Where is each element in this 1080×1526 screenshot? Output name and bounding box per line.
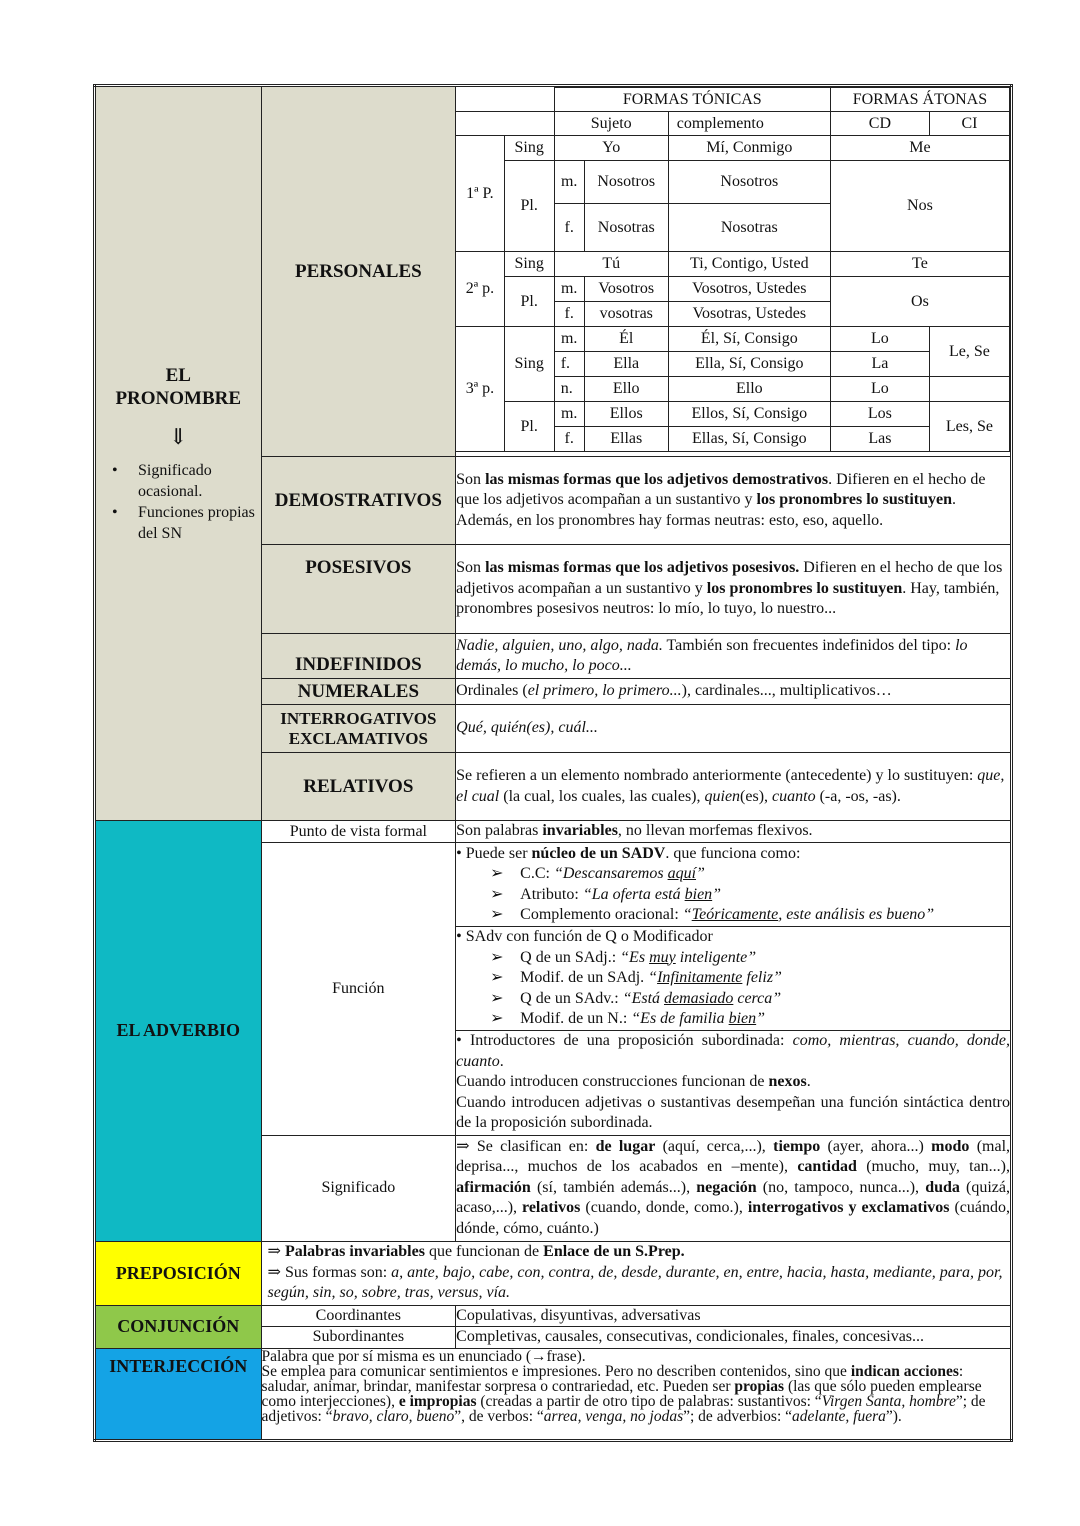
person-3: 3ª p. [456,327,504,452]
cell: Nosotros [584,161,668,204]
list-item: • Significado ocasional. [112,460,261,502]
cell: Ellas [584,427,668,452]
list-item: ➢ Q de un SAdj.: “Es muy inteligente” [490,948,757,966]
interrogativos-label: INTERROGATIVOS EXCLAMATIVOS [261,705,456,753]
subordinantes-text: Completivas, causales, consecutivas, condicionales, finales, concesivas... [456,1327,1012,1349]
preposicion-title: PREPOSICIÓN [115,1262,241,1283]
cell: Lo [830,377,929,402]
header-complemento: complemento [668,112,830,136]
coordinantes-label: Coordinantes [261,1305,456,1327]
list-item: ➢ Modif. de un N.: “Es de familia bien” [490,1010,766,1027]
significado-text: ⇒ Se clasifican en: de lugar (aquí, cerca,...), tiempo (ayer, ahora...) modo (mal, deprisa..., muchos de los acabados en –mente), cantidad (mucho, muy, tan...), afirmación (sí, también además...), negación (no, tampoco, nunca...), duda (quizá, acaso,...), relativos (cuando, donde, como.), interrogativos y exclamativos (cuándo, dónde, cómo, cuánto.) [456,1135,1012,1241]
cell: Yo [554,136,668,161]
cell: Los [830,402,929,427]
cell: Me [830,136,1009,161]
cell: Ti, Contigo, Usted [668,252,830,277]
funcion-label: Función [261,843,456,1136]
demostrativos-text: Son las mismas formas que los adjetivos demostrativos. Difieren en el hecho de que los adjetivos acompañan a un sustantivo y los pronombres lo sustituyen. Además, en los pronombres hay formas neutras: esto, eso, aquello. [456,457,1012,545]
cell: Ello [584,377,668,402]
funcion-block-1: • Puede ser núcleo de un SADV. que funciona como: ➢ C.C: “Descansaremos aquí” ➢ Atributo: “La oferta está bien” ➢ Complemento oracional: “Teóricamente, este análisis es bueno” [456,843,1012,927]
relativos-label: RELATIVOS [261,753,456,821]
funcion-block-2: • SAdv con función de Q o Modificador ➢ Q de un SAdj.: “Es muy inteligente” ➢ Modif. de un SAdj. “Infinitamente feliz” ➢ Q de un SAdv.: “Está demasiado cerca” ➢ Modif. de un N.: “Es de familia bien” [456,927,1012,1031]
pronombre-bullets [96,460,261,544]
header-cd: CD [830,112,929,136]
personales-table-cell [456,86,1012,457]
list-item: ➢ Atributo: “La oferta está bien” [490,885,722,903]
cell: Te [830,252,1009,277]
cell: Ello [668,377,830,402]
cell: Las [830,427,929,452]
cell: m. [554,327,584,352]
posesivos-label: POSESIVOS [261,545,456,634]
personales-label: PERSONALES [261,86,456,457]
cell: f. [554,352,584,377]
cell: Él [584,327,668,352]
cell: Os [830,277,1009,327]
list-item: ➢ C.C: “Descansaremos aquí” [490,865,705,882]
preposicion-text: ⇒ Palabras invariables que funcionan de Enlace de un S.Prep. ⇒ Sus formas son: a, ante, bajo, cabe, con, contra, de, desde, durante, en, entre, hacia, hasta, mediante, para, por, según, sin, so, sobre, tras, versus, vía. [261,1241,1011,1305]
person-2: 2ª p. [456,252,504,327]
sing-label: Sing [504,327,554,402]
cell: f. [554,427,584,452]
cell: Ellas, Sí, Consigo [668,427,830,452]
numerales-text: Ordinales (el primero, lo primero...), cardinales..., multiplicativos… [456,679,1012,705]
pl-label: Pl. [504,402,554,452]
sing-label: Sing [504,136,554,161]
interjeccion-cell [95,1348,262,1440]
coordinantes-text: Copulativas, disyuntivas, adversativas [456,1305,1012,1327]
adverbio-cell [95,821,262,1242]
person-1: 1ª P. [456,136,504,252]
adverbio-title: EL ADVERBIO [116,1020,241,1041]
cell: Lo [830,327,929,352]
cell: n. [554,377,584,402]
cell: Ellos [584,402,668,427]
interrogativos-text: Qué, quién(es), cuál... [456,705,1012,753]
conjuncion-cell [95,1305,262,1348]
grammar-table [93,84,1013,1442]
formal-text: Son palabras invariables, no llevan morfemas flexivos. [456,821,1012,843]
cell: Nosotras [668,204,830,252]
cell: Ellos, Sí, Consigo [668,402,830,427]
posesivos-text: Son las mismas formas que los adjetivos posesivos. Difieren en el hecho de que los adjetivos acompañan a un sustantivo y los pronombres lo sustituyen. Hay, también, pronombres posesivos neutros: lo mío, lo tuyo, lo nuestro... [456,545,1012,634]
header-sujeto: Sujeto [554,112,668,136]
cell: Él, Sí, Consigo [668,327,830,352]
header-tonicas: FORMAS TÓNICAS [554,88,830,112]
interjeccion-text: Palabra que por sí misma es un enunciado (→frase). Se emplea para comunicar sentimientos e impresiones. Pero no describen contenidos, sino que indican acciones: saludar, animar, brindar, manifestar sorpresa o contrariedad, etc. Pueden ser propias (las que sólo pueden emplearse como interjecciones), e impropias (creadas a partir de otro tipo de palabras: sustantivos: “Virgen Santa, hombre”; de adjetivos: “bravo, claro, bueno”, de verbos: “arrea, venga, no jodas”; de adverbios: “adelante, fuera”). [261,1348,1011,1440]
cell: vosotras [584,302,668,327]
preposicion-cell [95,1241,262,1305]
cell: Tú [554,252,668,277]
cell: Nos [830,161,1009,252]
list-item: ➢ Modif. de un SAdj. “Infinitamente feliz” [490,969,782,986]
cell: Vosotras, Ustedes [668,302,830,327]
funcion-list-1 [456,864,1010,926]
subordinantes-label: Subordinantes [261,1327,456,1349]
funcion-block-3: • Introductores de una proposición subordinada: como, mientras, cuando, donde, cuanto. Cuando introducen construcciones funcionan de nexos. Cuando introducen adjetivas o sustantivas desempeñan una función sintáctica dentro de la proposición subordinada. [456,1030,1012,1135]
cell: f. [554,204,584,252]
pronombre-cell [95,86,262,821]
cell: Le, Se [929,327,1009,377]
formal-label: Punto de vista formal [261,821,456,843]
numerales-label: NUMERALES [261,679,456,705]
cell: m. [554,277,584,302]
funcion-list-2 [456,948,1010,1030]
sing-label: Sing [504,252,554,277]
conjuncion-title: CONJUNCIÓN [117,1316,240,1336]
interjeccion-title: INTERJECCIÓN [109,1355,248,1376]
cell: Les, Se [929,402,1009,452]
personales-table [456,87,1010,452]
list-item: • Funciones propias del SN [112,502,261,544]
cell: Nosotras [584,204,668,252]
pl-label: Pl. [504,277,554,327]
cell: Ella, Sí, Consigo [668,352,830,377]
indefinidos-label: INDEFINIDOS [261,634,456,679]
cell: Nosotros [668,161,830,204]
cell: m. [554,161,584,204]
cell: La [830,352,929,377]
significado-label: Significado [261,1135,456,1241]
grammar-summary-page [93,84,1013,1442]
cell: Vosotros [584,277,668,302]
cell: f. [554,302,584,327]
down-arrow-icon: ⇓ [169,423,188,449]
cell: m. [554,402,584,427]
header-atonas: FORMAS ÁTONAS [830,88,1009,112]
pronombre-title: EL PRONOMBRE [115,364,242,409]
relativos-text: Se refieren a un elemento nombrado anteriormente (antecedente) y lo sustituyen: que, el cual (la cual, los cuales, las cuales), quien(es), cuanto (-a, -os, -as). [456,753,1012,821]
pl-label: Pl. [504,161,554,252]
cell: Vosotros, Ustedes [668,277,830,302]
cell: Ella [584,352,668,377]
cell: Mí, Conmigo [668,136,830,161]
demostrativos-label: DEMOSTRATIVOS [261,457,456,545]
list-item: ➢ Q de un SAdv.: “Está demasiado cerca” [490,989,782,1007]
list-item: ➢ Complemento oracional: “Teóricamente, este análisis es bueno” [490,906,935,923]
indefinidos-text: Nadie, alguien, uno, algo, nada. También son frecuentes indefinidos del tipo: lo demás, lo mucho, lo poco... [456,634,1012,679]
header-ci: CI [929,112,1009,136]
